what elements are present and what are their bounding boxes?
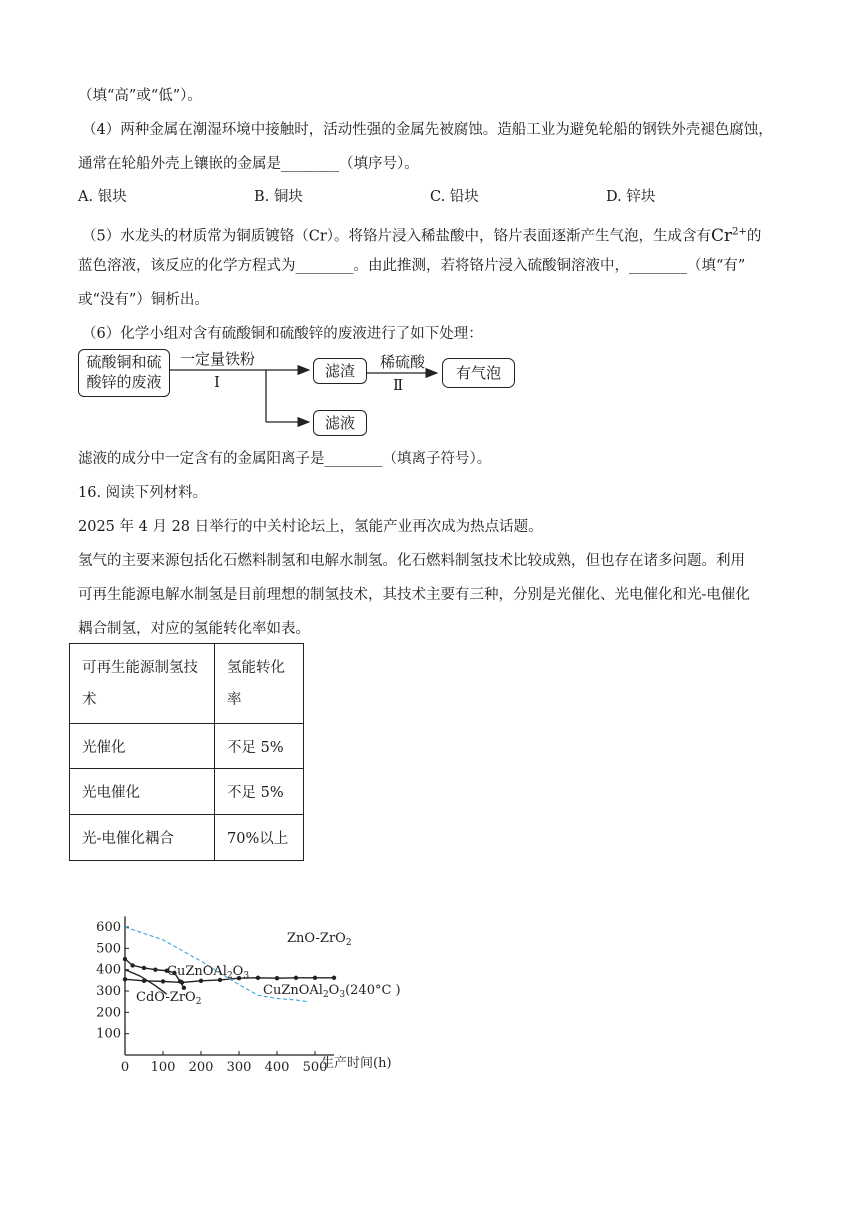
filtrate-box: 滤液 xyxy=(313,410,367,436)
option-d: D. 锌块 xyxy=(606,189,656,205)
table-row xyxy=(70,769,304,815)
material-paragraph-1: 2025 年 4 月 28 日举行的中关村论坛上，氢能产业再次成为热点话题。 xyxy=(78,519,543,535)
waste-liquid-box xyxy=(78,349,170,397)
y-tick-label: 100 xyxy=(96,1026,121,1042)
step1-reagent: 一定量铁粉 xyxy=(180,350,256,368)
table-cell-rate: 不足 5% xyxy=(215,769,304,815)
table-cell-rate: 70%以上 xyxy=(215,815,304,861)
y-tick-label: 500 xyxy=(96,941,121,957)
x-axis-label: 生产时间(h) xyxy=(321,1056,392,1071)
data-point xyxy=(142,966,146,970)
y-tick-label: 400 xyxy=(96,962,121,978)
x-tick-label: 0 xyxy=(120,1060,130,1075)
header-rate-line1: 氢能转化 xyxy=(227,659,285,676)
y-tick-label: 300 xyxy=(96,984,121,1000)
table-cell-tech: 光-电催化耦合 xyxy=(70,815,215,861)
y-tick-label: 600 xyxy=(96,920,121,936)
bubbles-box: 有气泡 xyxy=(442,358,515,388)
table-row xyxy=(70,724,304,769)
option-a: A. 银块 xyxy=(78,189,127,205)
series-label-cuznoal2o3-240: $CuZnOAl_2O_3(240^\circ C$ ) xyxy=(263,983,401,1000)
x-tick-label: 100 xyxy=(150,1060,176,1075)
filtrate-question: 滤液的成分中一定含有的金属阳离子是________（填离子符号）。 xyxy=(78,451,492,467)
x-tick-label: 300 xyxy=(226,1060,252,1075)
hydrogen-conversion-table xyxy=(69,643,304,861)
data-point xyxy=(294,976,298,980)
material-paragraph-2-line3: 耦合制氢，对应的氢能转化率如表。 xyxy=(78,621,310,637)
step2-reagent: 稀硫酸 xyxy=(380,353,426,371)
x-tick-label: 200 xyxy=(188,1060,214,1075)
data-point xyxy=(313,976,317,980)
question-5-equation-blank: 蓝色溶液，该反应的化学方程式为________。由此推测，若将铬片浸入硫酸铜溶液中，________（填“有” xyxy=(78,258,746,274)
residue-box: 滤渣 xyxy=(313,358,367,384)
table-cell-tech: 光催化 xyxy=(70,724,215,769)
question-16-title: 16. 阅读下列材料。 xyxy=(78,485,208,501)
series-label-zno-zro2: ZnO-ZrO$_2$ xyxy=(287,931,352,948)
option-b: B. 铜块 xyxy=(254,189,303,205)
data-point xyxy=(199,979,203,983)
data-point xyxy=(130,963,134,967)
table-cell-tech: 光电催化 xyxy=(70,769,215,815)
material-paragraph-2-line1: 氢气的主要来源包括化石燃料制氢和电解水制氢。化石燃料制氢技术比较成熟，但也存在诸多问题。利用 xyxy=(78,553,745,569)
table-cell-rate: 不足 5% xyxy=(215,724,304,769)
chromium-charge: 2+ xyxy=(732,226,747,237)
data-point xyxy=(161,979,165,983)
data-point xyxy=(256,976,260,980)
text-line-fill-high-low: （填“高”或“低”）。 xyxy=(78,88,202,104)
header-tech-line2: 术 xyxy=(82,691,97,708)
chromium-symbol: Cr xyxy=(711,225,733,246)
data-point xyxy=(123,977,127,981)
step1-number: Ⅰ xyxy=(214,373,220,391)
table-header-rate xyxy=(215,644,304,724)
data-point xyxy=(123,957,127,961)
data-point xyxy=(275,976,279,980)
table-row xyxy=(70,815,304,861)
question-4-blank: 通常在轮船外壳上镶嵌的金属是________（填序号）。 xyxy=(78,156,419,172)
waste-liquid-line2: 酸锌的废液 xyxy=(86,373,162,391)
question-5-text: （5）水龙头的材质常为铜质镀铬（Cr）。将铬片浸入稀盐酸中，铬片表面逐渐产生气泡，生成含有 xyxy=(82,228,711,245)
waste-liquid-line1: 硫酸铜和硫 xyxy=(86,353,162,371)
header-tech-line1: 可再生能源制氢技 xyxy=(82,659,198,676)
table-header-row xyxy=(70,644,304,724)
option-c: C. 铅块 xyxy=(430,189,479,205)
question-5-end: 或“没有”）铜析出。 xyxy=(78,292,209,308)
series-label-cdo-zro2: CdO-ZrO$_2$ xyxy=(136,990,202,1007)
x-tick-label: 400 xyxy=(264,1060,290,1075)
step2-number: Ⅱ xyxy=(393,376,404,394)
data-point xyxy=(178,979,182,983)
material-paragraph-2-line2: 可再生能源电解水制氢是目前理想的制氢技术，其技术主要有三种，分别是光催化、光电催化和光-电催化 xyxy=(78,587,750,603)
question-5-tail: 的 xyxy=(746,228,762,245)
y-tick-label: 200 xyxy=(96,1005,121,1021)
header-rate-line2: 率 xyxy=(227,691,242,708)
data-point xyxy=(332,976,336,980)
question-4-stem: （4）两种金属在潮湿环境中接触时，活动性强的金属先被腐蚀。造船工业为避免轮船的钢铁外壳褪色腐蚀， xyxy=(82,122,773,138)
series-label-cuznoal2o3: $CuZnOAl_2O_3$ xyxy=(167,964,250,981)
table-header-technology xyxy=(70,644,215,724)
data-point xyxy=(153,967,157,971)
x-tick-label: 500 xyxy=(302,1060,328,1075)
methanol-concentration-chart xyxy=(0,860,860,1090)
question-6-stem: （6）化学小组对含有硫酸铜和硫酸锌的废液进行了如下处理： xyxy=(82,326,483,342)
